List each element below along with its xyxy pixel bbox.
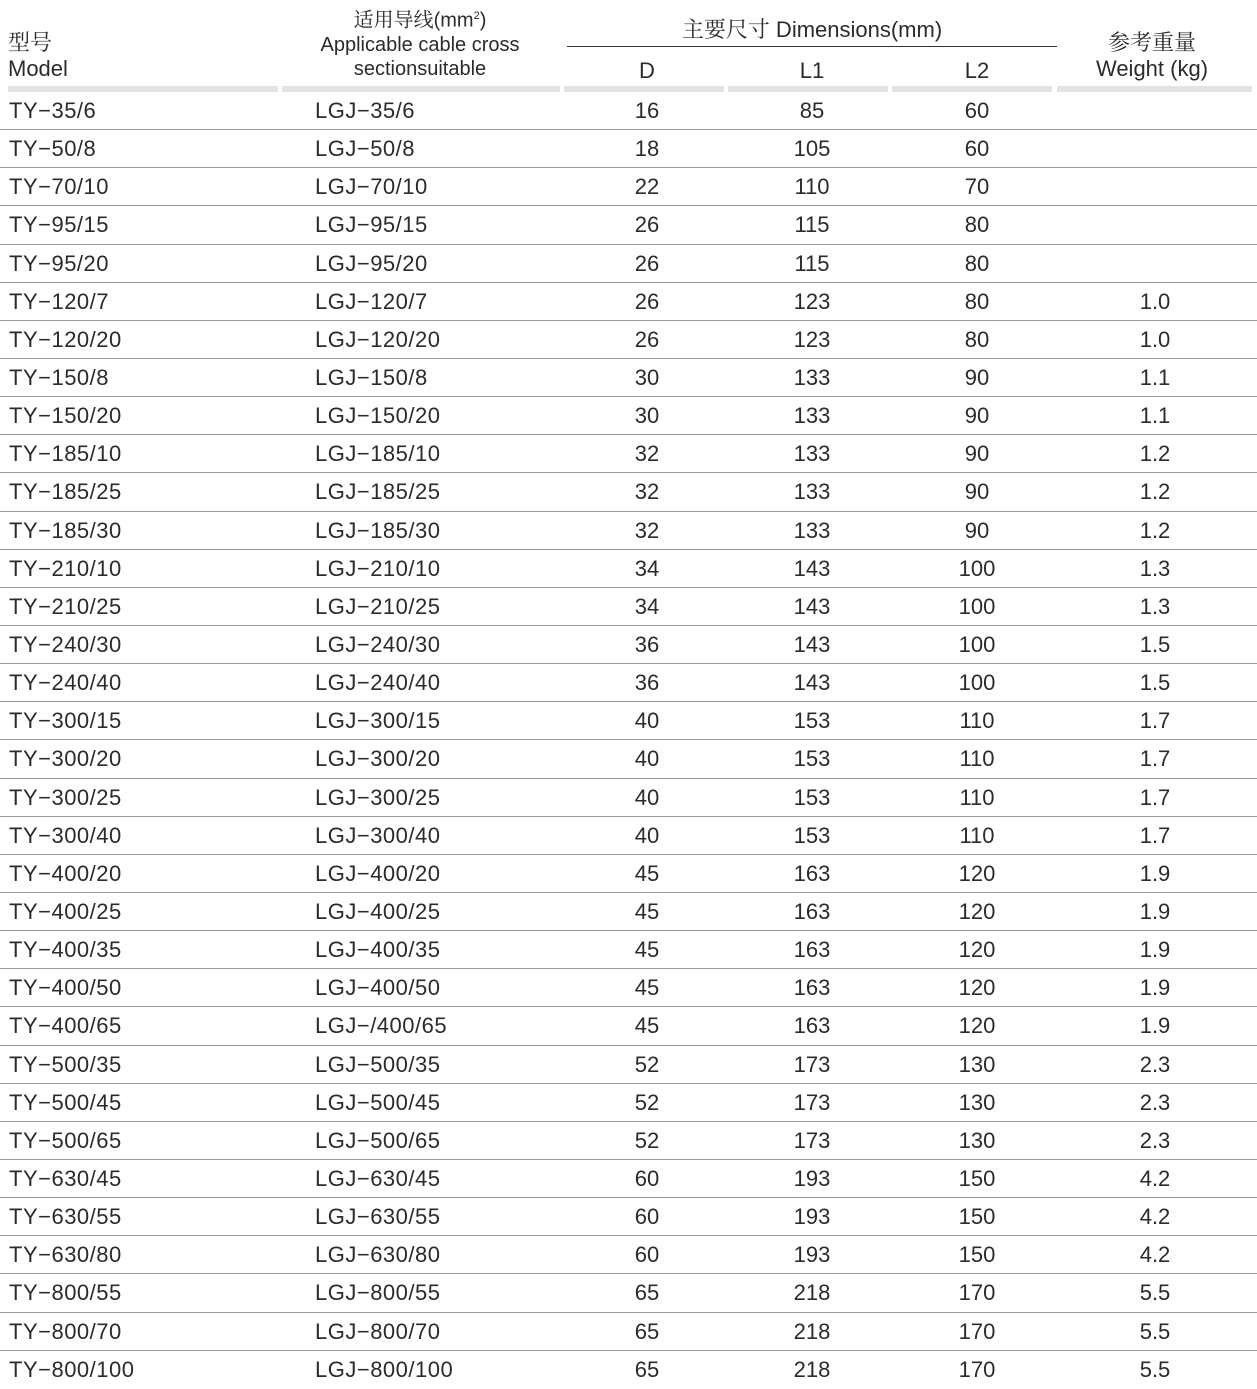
cell-d: 60 (634, 1242, 660, 1268)
cell-weight: 1.7 (1139, 708, 1171, 734)
table-row (0, 397, 1257, 435)
cell-l2: 90 (964, 479, 990, 505)
cell-model: TY−95/15 (9, 212, 110, 238)
header-weight (1057, 30, 1247, 82)
table-row (0, 931, 1257, 969)
table-row (0, 817, 1257, 855)
cell-cable: LGJ−300/20 (315, 746, 441, 772)
cell-l2: 80 (964, 250, 990, 276)
header-cable-sup: 2 (473, 10, 480, 22)
cell-weight: 1.1 (1139, 403, 1171, 429)
cell-weight: 2.3 (1139, 1127, 1171, 1153)
cell-cable: LGJ−150/8 (315, 364, 428, 390)
cell-l1: 143 (793, 631, 831, 657)
header-cable-cn-text: 适用导线(mm (353, 9, 474, 32)
cell-weight: 4.2 (1139, 1165, 1171, 1191)
cell-cable: LGJ−500/45 (315, 1089, 441, 1115)
table-row (0, 969, 1257, 1007)
cell-weight: 5.5 (1139, 1280, 1171, 1306)
cell-l1: 123 (793, 326, 831, 352)
cell-l2: 130 (958, 1127, 996, 1153)
cell-l2: 70 (964, 174, 990, 200)
table-row (0, 283, 1257, 321)
cell-cable: LGJ−185/10 (315, 441, 441, 467)
cell-l1: 153 (793, 822, 831, 848)
cell-d: 30 (634, 403, 660, 429)
cell-l2: 130 (958, 1089, 996, 1115)
table-row (0, 1122, 1257, 1160)
cell-model: TY−35/6 (9, 98, 97, 123)
header-cable (280, 4, 560, 81)
cell-d: 45 (634, 975, 660, 1001)
table-row (0, 130, 1257, 168)
cell-weight: 1.1 (1139, 364, 1171, 390)
cell-cable: LGJ−630/45 (315, 1165, 441, 1191)
cell-l1: 143 (793, 670, 831, 696)
cell-cable: LGJ−300/40 (315, 822, 441, 848)
cell-l1: 153 (793, 784, 831, 810)
table-row (0, 168, 1257, 206)
table-row (0, 550, 1257, 588)
cell-d: 32 (634, 517, 660, 543)
cell-cable: LGJ−500/35 (315, 1051, 441, 1077)
cell-d: 32 (634, 441, 660, 467)
cell-d: 36 (634, 670, 660, 696)
cell-l2: 150 (958, 1165, 996, 1191)
table-row (0, 435, 1257, 473)
cell-l2: 110 (959, 822, 995, 848)
cell-cable: LGJ−400/25 (315, 898, 441, 924)
cell-cable: LGJ−185/25 (315, 479, 441, 505)
cell-l1: 133 (793, 441, 831, 467)
table-row (0, 359, 1257, 397)
cell-d: 45 (634, 1013, 660, 1039)
table-row (0, 855, 1257, 893)
cell-d: 40 (634, 746, 660, 772)
cell-cable: LGJ−240/40 (315, 670, 441, 696)
table-row (0, 1351, 1257, 1389)
table-row (0, 1046, 1257, 1084)
cell-d: 45 (634, 898, 660, 924)
table-row (0, 245, 1257, 283)
cell-model: TY−300/25 (9, 784, 122, 810)
cell-model: TY−630/55 (9, 1204, 122, 1230)
table-row (0, 1198, 1257, 1236)
cell-l1: 163 (793, 860, 831, 886)
cell-model: TY−240/30 (9, 631, 122, 657)
cell-model: TY−185/25 (9, 479, 122, 505)
cell-weight: 1.0 (1139, 288, 1171, 314)
cell-l1: 193 (793, 1165, 831, 1191)
cell-model: TY−400/25 (9, 898, 122, 924)
header-model-en: Model (8, 56, 68, 81)
cell-l1: 173 (793, 1051, 831, 1077)
cell-cable: LGJ−50/8 (315, 136, 416, 162)
cell-cable: LGJ−/400/65 (315, 1013, 448, 1039)
cell-l1: 218 (793, 1280, 831, 1306)
cell-l1: 143 (793, 593, 831, 619)
cell-model: TY−300/40 (9, 822, 122, 848)
cell-l2: 90 (964, 517, 990, 543)
table-row (0, 893, 1257, 931)
cell-l1: 218 (793, 1318, 831, 1344)
cell-weight: 1.3 (1139, 593, 1171, 619)
cell-d: 52 (634, 1089, 660, 1115)
cell-l1: 133 (793, 364, 831, 390)
cell-cable: LGJ−35/6 (315, 98, 416, 123)
cell-model: TY−630/80 (9, 1242, 122, 1268)
cell-cable: LGJ−630/80 (315, 1242, 441, 1268)
cell-cable: LGJ−300/15 (315, 708, 441, 734)
cell-cable: LGJ−120/7 (315, 288, 428, 314)
cell-d: 32 (634, 479, 660, 505)
cell-l1: 110 (794, 174, 830, 200)
cell-l2: 170 (958, 1356, 996, 1382)
cell-l2: 60 (964, 98, 990, 123)
cell-weight: 1.5 (1139, 670, 1171, 696)
cell-d: 40 (634, 708, 660, 734)
table-row (0, 1084, 1257, 1122)
cell-l2: 60 (964, 136, 990, 162)
cell-weight: 1.9 (1139, 937, 1171, 963)
cell-l2: 120 (958, 1013, 996, 1039)
cell-l1: 133 (793, 403, 831, 429)
table-row (0, 702, 1257, 740)
cell-model: TY−185/30 (9, 517, 122, 543)
cell-model: TY−210/10 (9, 555, 122, 581)
cell-l1: 173 (793, 1089, 831, 1115)
cell-model: TY−150/8 (9, 364, 110, 390)
cell-cable: LGJ−95/15 (315, 212, 428, 238)
cell-l2: 110 (959, 708, 995, 734)
cell-l2: 170 (958, 1280, 996, 1306)
table-row (0, 1313, 1257, 1351)
table-header (0, 0, 1257, 92)
header-cable-close: ) (479, 9, 487, 32)
cell-d: 52 (634, 1051, 660, 1077)
table-row (0, 1007, 1257, 1045)
cell-l2: 80 (964, 212, 990, 238)
cell-cable: LGJ−500/65 (315, 1127, 441, 1153)
cell-model: TY−150/20 (9, 403, 122, 429)
cell-l2: 100 (958, 555, 996, 581)
cell-cable: LGJ−120/20 (315, 326, 441, 352)
table-row (0, 206, 1257, 244)
table-row (0, 321, 1257, 359)
cell-d: 34 (634, 593, 660, 619)
cell-l2: 150 (958, 1242, 996, 1268)
cell-cable: LGJ−400/20 (315, 860, 441, 886)
cell-model: TY−800/55 (9, 1280, 122, 1306)
cell-weight: 1.5 (1139, 631, 1171, 657)
cell-l2: 150 (958, 1204, 996, 1230)
table-row (0, 588, 1257, 626)
cell-d: 36 (634, 631, 660, 657)
cell-weight: 1.7 (1139, 746, 1171, 772)
cell-l1: 85 (799, 98, 825, 123)
cell-d: 26 (634, 212, 660, 238)
cell-cable: LGJ−400/35 (315, 937, 441, 963)
header-dimensions-rule (567, 46, 1057, 47)
cell-model: TY−95/20 (9, 250, 110, 276)
cell-cable: LGJ−630/55 (315, 1204, 441, 1230)
cell-cable: LGJ−150/20 (315, 403, 441, 429)
cell-model: TY−210/25 (9, 593, 122, 619)
header-dimensions: 主要尺寸 Dimensions(mm) (681, 17, 943, 42)
cell-l1: 143 (793, 555, 831, 581)
cell-d: 45 (634, 937, 660, 963)
cell-model: TY−500/45 (9, 1089, 122, 1115)
cell-l2: 170 (958, 1318, 996, 1344)
cell-l2: 80 (964, 326, 990, 352)
cell-cable: LGJ−210/10 (315, 555, 441, 581)
header-cable-en-2: sectionsuitable (353, 57, 487, 80)
table-body (0, 92, 1257, 1389)
cell-weight: 1.9 (1139, 975, 1171, 1001)
cell-l1: 163 (793, 937, 831, 963)
cell-d: 16 (634, 98, 660, 123)
table-row (0, 740, 1257, 778)
cell-weight: 1.9 (1139, 898, 1171, 924)
cell-model: TY−500/35 (9, 1051, 122, 1077)
cell-d: 40 (634, 784, 660, 810)
header-col-l2: L2 (964, 58, 990, 83)
cell-weight: 1.9 (1139, 1013, 1171, 1039)
cell-d: 30 (634, 364, 660, 390)
table-row (0, 664, 1257, 702)
cell-l1: 163 (793, 898, 831, 924)
table-row (0, 779, 1257, 817)
table-row (0, 92, 1257, 130)
cell-l2: 120 (958, 898, 996, 924)
cell-cable: LGJ−800/100 (315, 1356, 454, 1382)
cell-d: 26 (634, 288, 660, 314)
cell-d: 45 (634, 860, 660, 886)
cell-model: TY−400/50 (9, 975, 122, 1001)
cell-l2: 100 (958, 670, 996, 696)
cell-d: 60 (634, 1165, 660, 1191)
header-model-cn: 型号 (8, 30, 53, 55)
cell-weight: 2.3 (1139, 1089, 1171, 1115)
cell-d: 60 (634, 1204, 660, 1230)
cell-cable: LGJ−800/55 (315, 1280, 441, 1306)
cell-l1: 115 (794, 250, 830, 276)
cell-model: TY−240/40 (9, 670, 122, 696)
cell-cable: LGJ−95/20 (315, 250, 428, 276)
table-row (0, 1274, 1257, 1312)
cell-model: TY−400/20 (9, 860, 122, 886)
cell-d: 18 (634, 136, 660, 162)
cell-l2: 120 (958, 860, 996, 886)
cell-l1: 163 (793, 975, 831, 1001)
cell-model: TY−800/100 (9, 1356, 135, 1382)
cell-l2: 120 (958, 937, 996, 963)
cell-weight: 1.2 (1139, 517, 1171, 543)
cell-cable: LGJ−70/10 (315, 174, 428, 200)
cell-l2: 120 (958, 975, 996, 1001)
cell-l2: 110 (959, 746, 995, 772)
cell-l1: 133 (793, 479, 831, 505)
cell-l1: 115 (794, 212, 830, 238)
cell-weight: 5.5 (1139, 1356, 1171, 1382)
header-col-l1: L1 (799, 58, 825, 83)
cell-weight: 5.5 (1139, 1318, 1171, 1344)
table-row (0, 1236, 1257, 1274)
header-cable-en-1: Applicable cable cross (320, 33, 520, 56)
cell-l1: 153 (793, 708, 831, 734)
header-cable-cn (280, 4, 560, 33)
cell-weight: 1.0 (1139, 326, 1171, 352)
header-col-d: D (639, 58, 655, 83)
table-row (0, 473, 1257, 511)
cell-l2: 90 (964, 364, 990, 390)
cell-l1: 163 (793, 1013, 831, 1039)
cell-l1: 218 (793, 1356, 831, 1382)
cell-l1: 123 (793, 288, 831, 314)
cell-model: TY−300/20 (9, 746, 122, 772)
cell-model: TY−120/20 (9, 326, 122, 352)
cell-l2: 100 (958, 593, 996, 619)
cell-weight: 1.7 (1139, 822, 1171, 848)
cell-cable: LGJ−300/25 (315, 784, 441, 810)
cell-model: TY−630/45 (9, 1165, 122, 1191)
cell-d: 22 (634, 174, 660, 200)
cell-weight: 1.3 (1139, 555, 1171, 581)
cell-cable: LGJ−185/30 (315, 517, 441, 543)
cell-l2: 90 (964, 403, 990, 429)
table-row (0, 1160, 1257, 1198)
header-weight-en: Weight (kg) (1095, 56, 1209, 81)
cell-l1: 173 (793, 1127, 831, 1153)
cell-l1: 105 (793, 136, 831, 162)
cell-l2: 80 (964, 288, 990, 314)
cell-d: 65 (634, 1280, 660, 1306)
cell-model: TY−800/70 (9, 1318, 122, 1344)
cell-l2: 130 (958, 1051, 996, 1077)
cell-cable: LGJ−800/70 (315, 1318, 441, 1344)
cell-d: 26 (634, 250, 660, 276)
cell-weight: 1.7 (1139, 784, 1171, 810)
cell-l2: 90 (964, 441, 990, 467)
cell-model: TY−400/35 (9, 937, 122, 963)
cell-l1: 153 (793, 746, 831, 772)
cell-cable: LGJ−400/50 (315, 975, 441, 1001)
table-row (0, 512, 1257, 550)
cell-l1: 193 (793, 1204, 831, 1230)
cell-d: 40 (634, 822, 660, 848)
cell-l1: 193 (793, 1242, 831, 1268)
table-row (0, 626, 1257, 664)
cell-d: 34 (634, 555, 660, 581)
cell-model: TY−300/15 (9, 708, 122, 734)
cell-d: 65 (634, 1318, 660, 1344)
cell-cable: LGJ−240/30 (315, 631, 441, 657)
cell-d: 52 (634, 1127, 660, 1153)
cell-cable: LGJ−210/25 (315, 593, 441, 619)
cell-weight: 2.3 (1139, 1051, 1171, 1077)
cell-d: 26 (634, 326, 660, 352)
cell-l2: 100 (958, 631, 996, 657)
cell-weight: 1.9 (1139, 860, 1171, 886)
cell-l1: 133 (793, 517, 831, 543)
cell-l2: 110 (959, 784, 995, 810)
cell-model: TY−70/10 (9, 174, 110, 200)
cell-weight: 1.2 (1139, 441, 1171, 467)
cell-weight: 4.2 (1139, 1242, 1171, 1268)
cell-weight: 4.2 (1139, 1204, 1171, 1230)
cell-model: TY−120/7 (9, 288, 110, 314)
cell-model: TY−50/8 (9, 136, 97, 162)
cell-model: TY−185/10 (9, 441, 122, 467)
cell-model: TY−400/65 (9, 1013, 122, 1039)
cell-d: 65 (634, 1356, 660, 1382)
header-weight-cn: 参考重量 (1107, 30, 1196, 55)
header-model (8, 30, 68, 82)
cell-model: TY−500/65 (9, 1127, 122, 1153)
cell-weight: 1.2 (1139, 479, 1171, 505)
